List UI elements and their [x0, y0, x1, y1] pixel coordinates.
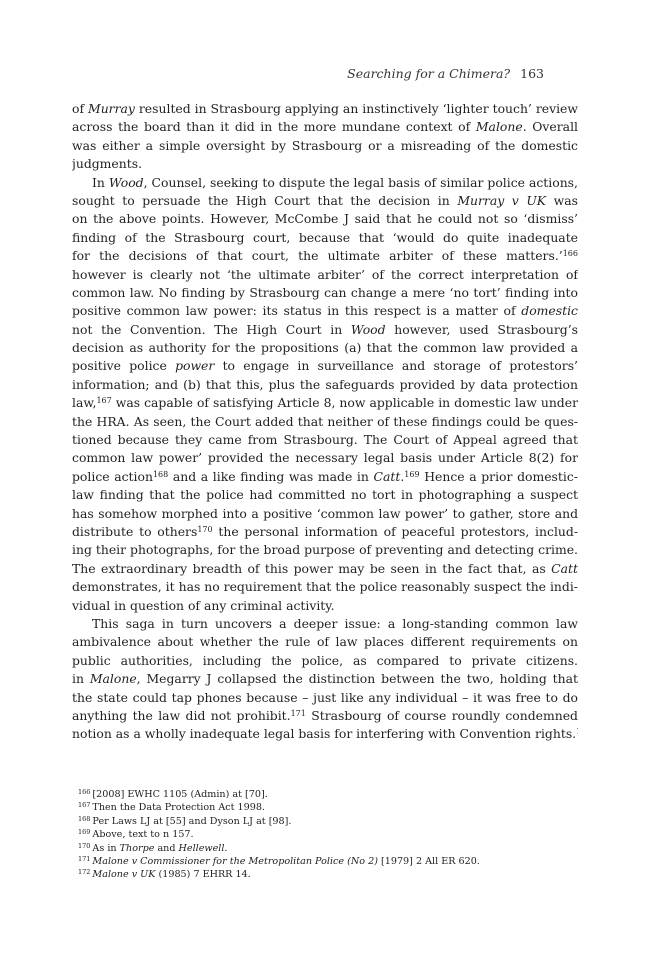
footnote-ref: 171 [78, 855, 91, 864]
text-line [72, 597, 578, 615]
italic-span: Malone [89, 671, 137, 687]
text-line [72, 321, 578, 339]
text-span: judgments. [72, 156, 143, 172]
italic-span: Thorpe [119, 842, 155, 854]
text-line [72, 523, 578, 541]
text-span: . Overall [522, 119, 578, 135]
text-span: common law power’ provided the necessary legal basis under Article 8(2) for [72, 450, 578, 466]
text-line [72, 339, 578, 357]
text-line [72, 505, 578, 523]
footnote [78, 855, 558, 868]
italic-span: Murray [88, 101, 135, 116]
text-span: As in [92, 842, 120, 854]
italic-span: Catt [373, 468, 401, 484]
italic-span: Wood [108, 174, 144, 190]
text-span: was capable of satisfying Article 8, now applicable in domestic law under [111, 395, 578, 411]
italic-span: Malone v Commissioner for the Metropolitan Police (No 2) [92, 856, 378, 868]
text-line [72, 192, 578, 210]
text-line [72, 541, 578, 559]
footnote-ref: 170 [78, 841, 91, 850]
text-span: tioned because they came from Strasbourg. The Court of Appeal agreed that [72, 432, 578, 448]
text-span: ing their photographs, for the broad purpose of preventing and detecting crime. [72, 542, 578, 558]
text-line [72, 137, 578, 155]
text-span: across the board than it did in the more mundane context of [72, 119, 476, 135]
text-line [72, 266, 578, 284]
text-span: and [154, 842, 179, 854]
text-line [72, 652, 578, 670]
text-line [72, 229, 578, 247]
text-span: The extraordinary breadth of this power may be seen in the fact that, as [72, 560, 552, 576]
text-span: vidual in question of any criminal activity. [72, 597, 335, 613]
text-span: positive common law power: its status in this respect is a matter of [72, 303, 522, 319]
text-span: Hence a prior domestic- [419, 468, 578, 484]
text-span: was either a simple oversight by Strasbourg or a misreading of the domestic [72, 137, 578, 153]
text-span: police action [72, 468, 153, 484]
footnote-ref: 168 [78, 814, 91, 823]
italic-span: Murray v UK [457, 192, 547, 208]
body-text [72, 100, 578, 744]
running-head-title: Searching for a Chimera? [347, 66, 511, 81]
footnote-ref: 166 [78, 788, 91, 796]
text-span: law finding that the police had committed no tort in photographing a suspect [72, 487, 578, 503]
text-line [72, 100, 578, 118]
text-span: [1979] 2 All ER 620. [377, 856, 480, 868]
text-span: in [72, 671, 90, 687]
text-line [72, 449, 578, 467]
text-line [72, 707, 578, 725]
text-span: Per Laws LJ at [55] and Dyson LJ at [98]. [92, 815, 292, 827]
footnote [78, 801, 558, 814]
footnote [78, 815, 558, 828]
text-span: , Megarry J collapsed the distinction between the two, holding that [136, 671, 578, 687]
footnote-ref: 168 [152, 469, 169, 479]
footnote [78, 828, 558, 841]
text-span: public authorities, including the police, as compared to private citizens. [72, 652, 578, 668]
text-span: distribute to others [72, 524, 198, 539]
text-span: Above, text to n 157. [92, 829, 194, 841]
text-span: however, used Strasbourg’s [385, 321, 578, 337]
running-head [347, 66, 544, 81]
footnote [78, 842, 558, 855]
footnote [78, 868, 558, 881]
text-span: not the Convention. The High Court in [72, 321, 351, 337]
text-line [72, 725, 578, 743]
text-span: (1985) 7 EHRR 14. [155, 869, 251, 881]
footnote-ref: 169 [78, 828, 91, 837]
text-span: This saga in turn uncovers a deeper issue: a long-standing common law [92, 615, 578, 631]
footnote-ref: 170 [197, 525, 213, 534]
text-line [72, 174, 578, 192]
italic-span: Catt [551, 560, 578, 576]
text-line [72, 247, 578, 265]
text-span: ambivalence about whether the rule of law places different requirements on [72, 634, 578, 650]
text-span: positive police [72, 358, 176, 374]
text-line [72, 376, 578, 394]
text-line [72, 210, 578, 228]
text-span: finding of the Strasbourg court, because that ‘would do quite inadequate [72, 229, 578, 245]
text-span: . [400, 468, 405, 484]
text-span: law, [72, 395, 97, 411]
text-line [72, 302, 578, 320]
italic-span: Hellewell [178, 842, 225, 854]
text-span: Then the Data Protection Act 1998. [92, 802, 266, 814]
footnote-ref: 169 [404, 469, 420, 479]
text-span: has somehow morphed into a positive ‘common law power’ to gather, store and [72, 505, 578, 521]
text-line [72, 357, 578, 375]
text-line [72, 155, 578, 173]
text-span: resulted in Strasbourg applying an instinctively ‘lighter touch’ review [134, 101, 578, 116]
text-line [72, 394, 578, 412]
text-span: the HRA. As seen, the Court added that neither of these findings could be ques- [72, 413, 578, 429]
footnote-ref [576, 727, 578, 736]
italic-span: power [175, 358, 215, 374]
text-line [72, 486, 578, 504]
footnote [78, 788, 558, 801]
text-span: and a like finding was made in [168, 468, 374, 484]
italic-span: Wood [350, 321, 386, 337]
text-span: sought to persuade the High Court that the decision in [72, 192, 458, 208]
text-span: notion as a wholly inadequate legal basis for interfering with Convention rights. [72, 726, 577, 742]
text-span: for the decisions of that court, the ultimate arbiter of these matters.’ [72, 248, 563, 264]
text-span: however is clearly not ‘the ultimate arbiter’ of the correct interpretation of [72, 266, 578, 282]
text-line [72, 670, 578, 688]
text-span: information; and (b) that this, plus the safeguards provided by data protection [72, 376, 578, 392]
italic-span: Malone [475, 119, 523, 135]
text-span: was [553, 192, 578, 208]
text-line [72, 284, 578, 302]
text-line [72, 468, 578, 486]
page-number: 163 [520, 66, 544, 81]
footnote-ref: 167 [96, 396, 112, 406]
footnote-ref: 167 [78, 801, 91, 810]
text-span: In [92, 174, 109, 190]
text-span: decision as authority for the propositions (a) that the common law provided a [72, 340, 578, 356]
text-span: the personal information of peaceful protestors, includ- [212, 524, 578, 539]
footnote-ref: 166 [562, 249, 578, 259]
text-span: demonstrates, it has no requirement that the police reasonably suspect the indi- [72, 579, 578, 595]
text-span: anything the law did not prohibit. [72, 707, 291, 723]
text-line [72, 118, 578, 136]
text-span: to engage in surveillance and storage of protestors’ [222, 358, 578, 374]
italic-span: domestic [521, 303, 578, 319]
text-line [72, 413, 578, 431]
text-span: [2008] EWHC 1105 (Admin) at [70]. [92, 789, 268, 800]
text-span: common law. No finding by Strasbourg can change a mere ‘no tort’ finding into [72, 284, 578, 300]
text-span: on the above points. However, McCombe J said that he could not so ‘dismiss’ [72, 211, 578, 227]
text-line [72, 615, 578, 633]
text-line [72, 633, 578, 651]
text-span: , Counsel, seeking to dispute the legal basis of similar police actions, [143, 174, 578, 190]
footnotes [78, 788, 558, 882]
footnote-ref: 172 [78, 868, 91, 877]
text-line [72, 560, 578, 578]
footnote-ref: 171 [290, 708, 306, 718]
text-span: of [72, 101, 89, 116]
italic-span: Malone v UK [92, 869, 156, 881]
text-span: the state could tap phones because – just like any individual – it was free to do [72, 689, 578, 705]
text-span: Strasbourg of course roundly condemned [311, 707, 578, 723]
text-line [72, 578, 578, 596]
text-line [72, 689, 578, 707]
text-span: . [224, 842, 228, 854]
text-line [72, 431, 578, 449]
